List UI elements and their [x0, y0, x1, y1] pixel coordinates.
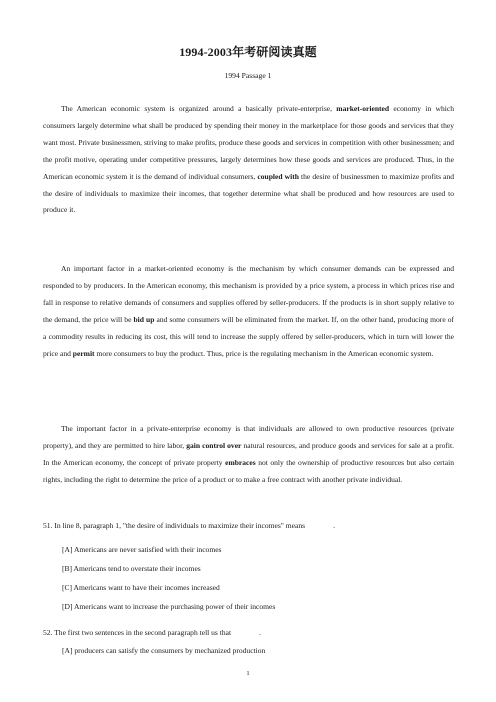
bold-phrase: gain control over [186, 440, 242, 450]
paragraph-text: and some consumers will be eliminated from the market. If, on the other hand, producing more of a commodity results in reducing its cost, this will tend to increase the supply offered by seller-producers, which in turn will lower the price and [43, 314, 455, 358]
page-number: 1 [246, 670, 250, 677]
question-stem-end: . [333, 521, 335, 530]
option-51-a: [A] Americans are never satisfied with their incomes [62, 545, 222, 554]
passage-paragraph-2 [43, 261, 454, 362]
option-52-a: [A] producers can satisfy the consumers by mechanized production [62, 646, 266, 655]
bold-phrase: market-oriented [336, 104, 390, 113]
paragraph-text: The American economic system is organized around a basically private-enterprise, [61, 104, 337, 113]
question-stem: 51. In line 8, paragraph 1, "the desire of individuals to maximize their incomes" means [43, 521, 306, 530]
bold-phrase: permit [72, 348, 95, 358]
question-51 [43, 520, 454, 532]
paragraph-text: An important factor in a market-oriented economy is the mechanism by which consumer demands can be expressed and responded to by producers. In the American economy, this mechanism is provided by a price system, a process in which prices rise and fall in response to relative demands of consumers and supplies offered by seller-producers. If the products is in short supply relative to the demand, the price will be [43, 264, 454, 324]
option-51-c: [C] Americans want to have their incomes increased [62, 583, 220, 592]
question-stem: 52. The first two sentences in the second paragraph tell us that [43, 628, 232, 637]
document-title: 1994-2003年考研阅读真题 [179, 45, 317, 59]
paragraph-text: more consumers to buy the product. Thus, price is the regulating mechanism in the American economic system. [94, 348, 434, 358]
bold-phrase: coupled with [257, 171, 299, 181]
paragraph-text: economy in which consumers largely determine what shall be produced by spending their money in the marketplace for those goods and services that they want most. Private businessmen, striving to make profits, produce these goods and services in competition with other businessmen; and the profit motive, operating under competitive pressures, largely determines how these goods and services are produced. Thus, in the American economic system it is the demand of individual consumers, [43, 104, 454, 181]
passage-label: 1994 Passage 1 [224, 71, 272, 80]
paragraph-text: natural resources, and produce goods and services for sale at a profit. In the American economy, the concept of private property [43, 440, 455, 467]
paragraph-text: The important factor in a private-enterprise economy is that individuals are allowed to own productive resources (private property), and they are permitted to hire labor, [43, 424, 454, 450]
paragraph-text: the desire of businessmen to maximize profits and the desire of individuals to maximize their incomes, that together determine what shall be produced and how resources are used to produce it. [43, 171, 455, 215]
option-51-b: [B] Americans tend to overstate their incomes [62, 564, 201, 573]
bold-phrase: bid up [133, 314, 155, 324]
bold-phrase: embraces [225, 457, 256, 467]
passage-paragraph-3 [43, 421, 454, 489]
option-51-d: [D] Americans want to increase the purchasing power of their incomes [62, 602, 276, 611]
question-52 [43, 627, 454, 639]
passage-paragraph-1 [43, 101, 454, 219]
question-stem-end: . [259, 628, 261, 637]
paragraph-text: not only the ownership of productive resources but also certain rights, including the right to determine the price of a product or to make a free contract with another private individual. [43, 457, 455, 484]
